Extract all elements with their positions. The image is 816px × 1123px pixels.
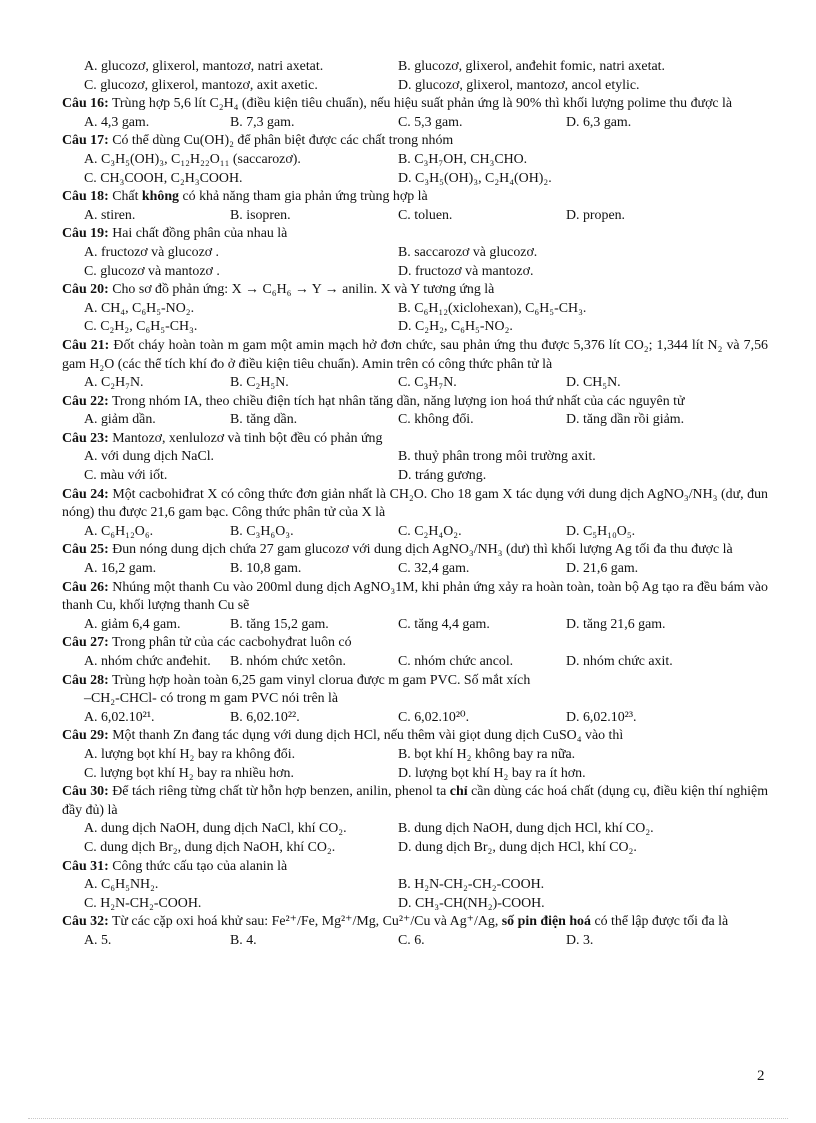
question-label: Câu 30: bbox=[62, 784, 109, 800]
option-c: C. H₂N-CH₂-COOH. bbox=[84, 895, 202, 911]
question-text: Đun nóng dung dịch chứa 27 gam glucozơ với dung dịch AgNO₃/NH₃ (dư) thì khối lượng Ag tối đa thu được là bbox=[112, 542, 733, 558]
question-text: Trong nhóm IA, theo chiều điện tích hạt nhân tăng dần, năng lượng ion hoá thứ nhất của các nguyên tử bbox=[111, 393, 685, 409]
option-b: B. 6,02.10²². bbox=[230, 709, 300, 725]
option-row bbox=[62, 895, 768, 914]
exam-page bbox=[62, 58, 768, 951]
option-b: B. 10,8 gam. bbox=[230, 561, 302, 577]
question-text: Công thức cấu tạo của alanin là bbox=[112, 858, 288, 874]
option-row bbox=[62, 932, 768, 951]
option-row bbox=[62, 77, 768, 96]
question-text: Đốt cháy hoàn toàn m gam một amin mạch hở đơn chức, sau phản ứng thu được 5,376 lít CO₂; 1,344 lít N₂ và 7,56 gam H₂O (các thể tích khí đo ở điều kiện tiêu chuẩn). Amin trên có công thức phân tử là bbox=[62, 337, 768, 372]
question-16 bbox=[62, 95, 768, 114]
question-20 bbox=[62, 281, 768, 300]
option-c: C. không đổi. bbox=[398, 412, 474, 428]
question-text-before: Chất bbox=[112, 189, 139, 205]
option-row bbox=[62, 820, 768, 839]
option-d: D. CH₅N. bbox=[566, 375, 621, 391]
option-a: A. lượng bọt khí H₂ bay ra không đổi. bbox=[84, 746, 296, 762]
question-label: Câu 26: bbox=[62, 579, 109, 595]
option-row bbox=[62, 151, 768, 170]
option-c: C. toluen. bbox=[398, 207, 453, 223]
option-d: D. 21,6 gam. bbox=[566, 561, 639, 577]
option-row bbox=[62, 318, 768, 337]
option-d: D. fructozơ và mantozơ. bbox=[398, 263, 534, 279]
option-row bbox=[62, 765, 768, 784]
option-c: C. 32,4 gam. bbox=[398, 561, 470, 577]
option-a: A. CH₄, C₆H₅-NO₂. bbox=[84, 300, 195, 316]
option-a: A. stiren. bbox=[84, 207, 136, 223]
option-c: C. 6. bbox=[398, 932, 425, 948]
option-c: C. C₃H₇N. bbox=[398, 375, 457, 391]
question-label: Câu 20: bbox=[62, 282, 109, 298]
option-row bbox=[62, 653, 768, 672]
option-a: A. 5. bbox=[84, 932, 112, 948]
option-b: B. C₃H₇OH, CH₃CHO. bbox=[398, 151, 528, 167]
option-b: B. tăng 15,2 gam. bbox=[230, 616, 329, 632]
question-17 bbox=[62, 132, 768, 151]
option-row bbox=[62, 374, 768, 393]
option-b: B. bọt khí H₂ không bay ra nữa. bbox=[398, 746, 576, 762]
question-emphasis: chỉ bbox=[449, 784, 468, 800]
option-b: B. tăng dần. bbox=[230, 412, 298, 428]
option-c: C. C₂H₂, C₆H₅-CH₃. bbox=[84, 319, 198, 335]
question-label: Câu 32: bbox=[62, 914, 109, 930]
question-text: có thể lập được tối đa là bbox=[594, 914, 729, 930]
option-a: A. fructozơ và glucozơ . bbox=[84, 244, 220, 260]
question-text: Cho sơ đồ phản ứng: X → C₆H₆ → Y → anilin. X và Y tương ứng là bbox=[112, 282, 495, 298]
question-text: Một thanh Zn đang tác dụng với dung dịch HCl, nếu thêm vài giọt dung dịch CuSO₄ vào thì bbox=[112, 728, 624, 744]
option-b: B. C₆H₁₂(xiclohexan), C₆H₅-CH₃. bbox=[398, 300, 587, 316]
option-d: D. tăng dần rồi giảm. bbox=[566, 412, 685, 428]
question-label: Câu 19: bbox=[62, 226, 109, 242]
question-text: Nhúng một thanh Cu vào 200ml dung dịch AgNO₃1M, khi phản ứng xảy ra hoàn toàn, toàn bộ Ag tạo ra đều bám vào thanh Cu, khối lượng thanh Cu sẽ bbox=[62, 579, 768, 614]
option-row bbox=[62, 300, 768, 319]
question-text: cần dùng các hoá chất (dụng cụ, điều kiện thí nghiệm đầy đủ) là bbox=[62, 784, 768, 818]
option-c: C. nhóm chức ancol. bbox=[398, 654, 514, 669]
question-label: Câu 28: bbox=[62, 672, 109, 688]
option-c: C. glucozơ và mantozơ . bbox=[84, 263, 220, 279]
option-b: B. C₃H₆O₃. bbox=[230, 523, 294, 539]
option-c: C. lượng bọt khí H₂ bay ra nhiều hơn. bbox=[84, 765, 294, 781]
question-24 bbox=[62, 486, 768, 523]
option-row bbox=[62, 709, 768, 728]
question-21 bbox=[62, 337, 768, 374]
question-label: Câu 24: bbox=[62, 486, 109, 502]
option-a: A. giảm 6,4 gam. bbox=[84, 616, 181, 632]
option-row bbox=[62, 560, 768, 579]
question-23 bbox=[62, 430, 768, 449]
question-32 bbox=[62, 913, 768, 932]
question-label: Câu 16: bbox=[62, 96, 109, 112]
option-b: B. C₂H₅N. bbox=[230, 375, 289, 391]
option-d: D. dung dịch Br₂, dung dịch HCl, khí CO₂. bbox=[398, 839, 637, 855]
option-d: D. lượng bọt khí H₂ bay ra ít hơn. bbox=[398, 765, 586, 781]
option-b: B. nhóm chức xetôn. bbox=[230, 654, 346, 669]
option-d: D. tăng 21,6 gam. bbox=[566, 616, 666, 632]
question-29 bbox=[62, 727, 768, 746]
option-d: D. CH₃-CH(NH₂)-COOH. bbox=[398, 895, 545, 911]
option-row bbox=[62, 746, 768, 765]
option-b: B. thuỷ phân trong môi trường axit. bbox=[398, 449, 596, 465]
option-row bbox=[62, 207, 768, 226]
question-text-before: Để tách riêng từng chất từ hỗn hợp benzen, anilin, phenol ta bbox=[112, 784, 447, 800]
option-a: A. 16,2 gam. bbox=[84, 561, 157, 577]
option-a: A. dung dịch NaOH, dung dịch NaCl, khí CO₂. bbox=[84, 821, 347, 837]
question-text: Trùng hợp 5,6 lít C₂H₄ (điều kiện tiêu chuẩn), nếu hiệu suất phản ứng là 90% thì khối lượng polime thu được là bbox=[111, 96, 733, 112]
question-emphasis: số pin điện hoá bbox=[501, 914, 591, 930]
option-a: A. C₂H₇N. bbox=[84, 375, 144, 391]
option-c: C. tăng 4,4 gam. bbox=[398, 616, 490, 632]
question-label: Câu 18: bbox=[62, 189, 109, 205]
option-a: A. C₆H₅NH₂. bbox=[84, 877, 159, 893]
page-bottom-divider bbox=[28, 1118, 788, 1119]
option-d: D. nhóm chức axit. bbox=[566, 654, 673, 669]
option-c: C. C₂H₄O₂. bbox=[398, 523, 462, 539]
question-25 bbox=[62, 541, 768, 560]
option-b: B. 4. bbox=[230, 932, 257, 948]
question-text: Một cacbohiđrat X có công thức đơn giản nhất là CH₂O. Cho 18 gam X tác dụng với dung dịch AgNO₃/NH₃ (dư, đun nóng) thu được 21,6 gam bạc. Công thức phân tử của X là bbox=[62, 486, 768, 521]
question-28 bbox=[62, 672, 768, 691]
option-a: A. C₆H₁₂O₆. bbox=[84, 523, 154, 539]
option-row bbox=[62, 114, 768, 133]
question-26 bbox=[62, 579, 768, 616]
question-19 bbox=[62, 225, 768, 244]
option-row bbox=[62, 839, 768, 858]
question-31 bbox=[62, 858, 768, 877]
question-label: Câu 17: bbox=[62, 133, 109, 149]
question-emphasis: không bbox=[141, 189, 179, 205]
option-row bbox=[62, 244, 768, 263]
option-a: A. 4,3 gam. bbox=[84, 114, 150, 130]
option-row bbox=[62, 58, 768, 77]
question-text: Mantozơ, xenlulozơ và tinh bột đều có phản ứng bbox=[112, 430, 383, 446]
question-text-before: Từ các cặp oxi hoá khử sau: Fe²⁺/Fe, Mg²⁺/Mg, Cu²⁺/Cu và Ag⁺/Ag, bbox=[111, 914, 499, 930]
question-label: Câu 27: bbox=[62, 635, 109, 651]
option-row bbox=[62, 467, 768, 486]
option-row bbox=[62, 170, 768, 189]
question-text-line2: –CH₂-CHCl- có trong m gam PVC nói trên là bbox=[84, 691, 339, 707]
question-label: Câu 23: bbox=[62, 430, 109, 446]
option-c: C. glucozơ, glixerol, mantozơ, axit axetic. bbox=[84, 77, 318, 93]
option-d: D. C₅H₁₀O₅. bbox=[566, 523, 636, 539]
question-30 bbox=[62, 783, 768, 820]
question-text: có khả năng tham gia phản ứng trùng hợp là bbox=[182, 189, 428, 205]
option-b: B. H₂N-CH₂-CH₂-COOH. bbox=[398, 877, 545, 893]
question-label: Câu 31: bbox=[62, 858, 109, 874]
option-a: A. giảm dần. bbox=[84, 412, 156, 428]
question-text: Trong phân tử của các cacbohyđrat luôn có bbox=[111, 635, 352, 651]
option-d: D. C₃H₅(OH)₃, C₂H₄(OH)₂. bbox=[398, 170, 552, 186]
option-d: D. tráng gương. bbox=[398, 468, 487, 484]
option-d: D. propen. bbox=[566, 207, 626, 223]
option-c: C. 5,3 gam. bbox=[398, 114, 463, 130]
question-label: Câu 25: bbox=[62, 542, 109, 558]
option-b: B. dung dịch NaOH, dung dịch HCl, khí CO₂. bbox=[398, 821, 654, 837]
option-row bbox=[62, 523, 768, 542]
question-text: Hai chất đồng phân của nhau là bbox=[112, 226, 288, 242]
question-label: Câu 22: bbox=[62, 393, 109, 409]
option-a: A. glucozơ, glixerol, mantozơ, natri axetat. bbox=[84, 59, 324, 74]
option-row bbox=[62, 448, 768, 467]
option-b: B. 7,3 gam. bbox=[230, 114, 295, 130]
option-d: D. 3. bbox=[566, 932, 594, 948]
question-27 bbox=[62, 634, 768, 653]
option-a: A. C₃H₅(OH)₃, C₁₂H₂₂O₁₁ (saccarozơ). bbox=[84, 151, 301, 167]
option-c: C. CH₃COOH, C₂H₃COOH. bbox=[84, 170, 243, 186]
option-c: C. màu với iốt. bbox=[84, 468, 168, 484]
option-b: B. isopren. bbox=[230, 207, 291, 223]
page-number: 2 bbox=[757, 1068, 765, 1084]
option-row bbox=[62, 263, 768, 282]
option-d: D. C₂H₂, C₆H₅-NO₂. bbox=[398, 319, 513, 335]
option-c: C. 6,02.10²⁰. bbox=[398, 709, 470, 725]
option-a: A. nhóm chức anđehit. bbox=[84, 654, 211, 669]
option-a: A. 6,02.10²¹. bbox=[84, 709, 155, 725]
option-a: A. với dung dịch NaCl. bbox=[84, 449, 215, 465]
option-b: B. saccarozơ và glucozơ. bbox=[398, 244, 538, 260]
question-18 bbox=[62, 188, 768, 207]
option-d: D. 6,02.10²³. bbox=[566, 709, 637, 725]
question-22 bbox=[62, 393, 768, 412]
option-row bbox=[62, 411, 768, 430]
option-row bbox=[62, 616, 768, 635]
question-text: Trùng hợp hoàn toàn 6,25 gam vinyl clorua được m gam PVC. Số mắt xích bbox=[111, 672, 531, 688]
option-c: C. dung dịch Br₂, dung dịch NaOH, khí CO₂. bbox=[84, 839, 336, 855]
option-b: B. glucozơ, glixerol, anđehit fomic, natri axetat. bbox=[398, 59, 665, 74]
option-d: D. 6,3 gam. bbox=[566, 114, 632, 130]
question-text: Có thể dùng Cu(OH)₂ để phân biệt được các chất trong nhóm bbox=[112, 133, 454, 149]
question-label: Câu 29: bbox=[62, 728, 109, 744]
option-row bbox=[62, 876, 768, 895]
option-d: D. glucozơ, glixerol, mantozơ, ancol etylic. bbox=[398, 77, 640, 93]
question-label: Câu 21: bbox=[62, 337, 110, 353]
